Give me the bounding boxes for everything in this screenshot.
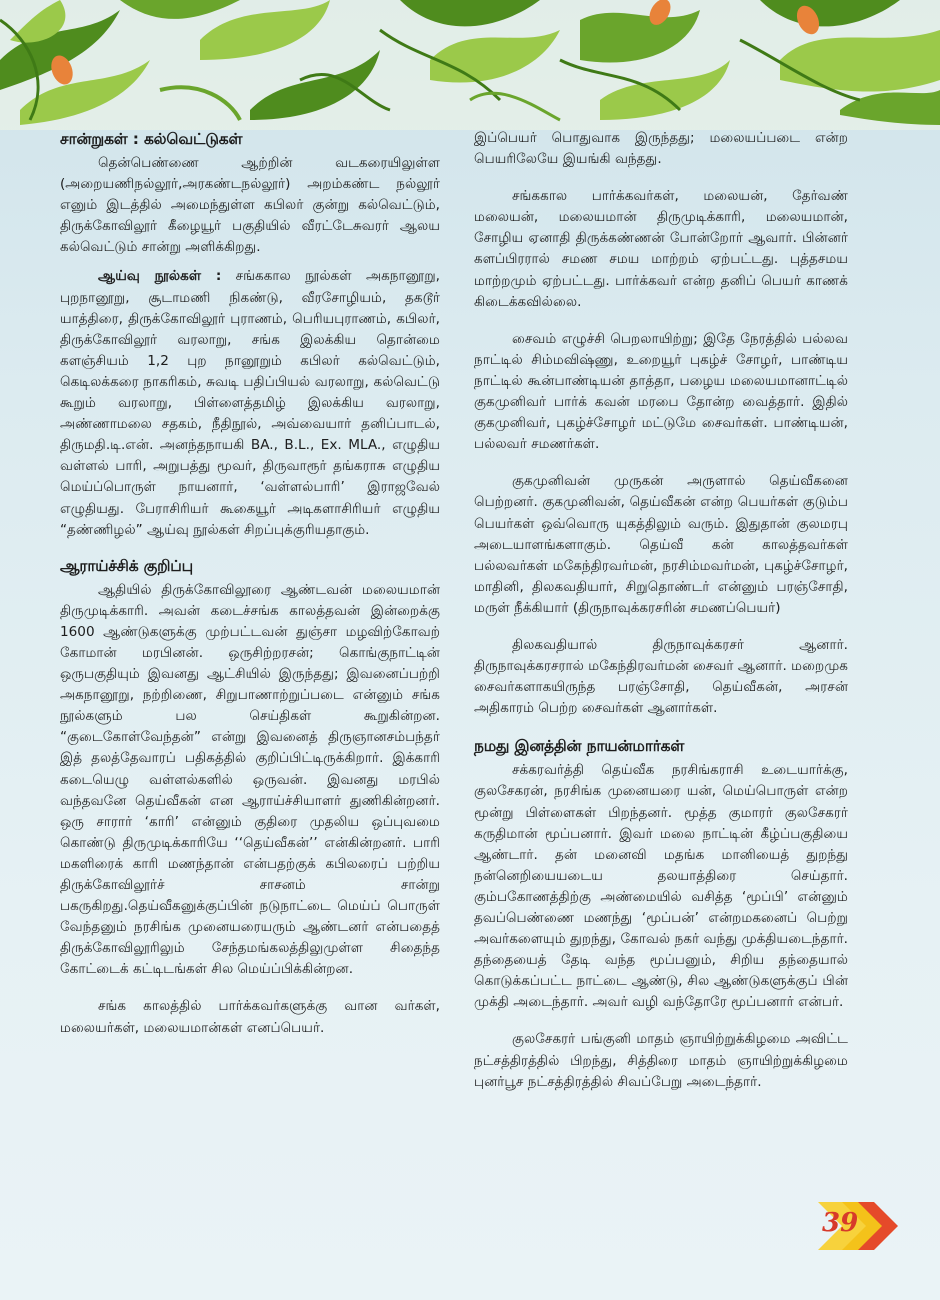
paragraph-saivism-revival: சைவம் எழுச்சி பெறலாயிற்று; இதே நேரத்தில் பல்லவ நாட்டில் சிம்மவிஷ்ணு, உறையூர் புகழ்ச் சோழர், பாண்டிய நாட்டில் கூன்பாண்டியன் தாத்தா, பழைய மலையமானாட்டில் குகமுனிவர் பார்க் கவன் மரபை தோன்ற வைத்தார். இதில் குகமுனிவர், புகழ்ச்சோழர் மட்டுமே சைவர்கள். பாண்டியன், பல்லவர் சமணர்கள். [474,330,848,453]
paragraph-sangam-kings: சங்ககால பார்க்கவர்கள், மலையன், தேர்வண் மலையன், மலையமான் திருமுடிக்காரி, மலையமான், சோழிய ஏனாதி திருக்கண்ணன் போன்றோர் ஆவார். பின்னர் களப்பிரரால் சமண சமய மாற்றம் ஏற்பட்டது. புத்தசமய மாற்றமும் ஏற்பட்டது. பார்க்கவர் என்ற தனிப் பெயர் காணக் கிடைக்கவில்லை. [474,188,848,310]
paragraph-sangam-period: சங்க காலத்தில் பார்க்கவர்களுக்கு வான வர்கள், மலையர்கள், மலையமான்கள் எனப்பெயர். [60,998,440,1036]
research-books-text: சங்ககால நூல்கள் அகநானூறு, புறநானூறு, சூடாமணி நிகண்டு, வீரசோழியம், தகடூர் யாத்திரை, திருக்கோவிலூர் புராணம், பெரியபுராணம், கபிலர், திருக்கோவிலூர் வரலாறு, சங்க இலக்கிய தொன்மை களஞ்சியம் 1,2 புற நானூறும் கபிலர் கல்வெட்டும், கெடிலக்கரை நாகரிகம், சுவடி பதிப்பியல் வரலாறு, கல்வெட்டு கூறும் வரலாறு, பிள்ளைத்தமிழ் இலக்கிய வரலாறு, அண்ணாமலை சதகம், நீதிநூல், அவ்வையார் தனிப்பாடல், திருமதி.டி.என். அனந்தநாயகி BA., B.L., Ex. MLA., எழுதிய வள்ளல் பாரி, அறுபத்து மூவர், திருவாரூர் தங்கராசு எழுதிய மெய்ப்பொருள் நாயனார், ‘வள்ளல்பாரி’ இராஜவேல் எழுதியது. பேராசிரியர் கூகையூர் அடிகளாசிரியர் எழுதிய “தண்ணிழல்” ஆய்வு நூல்கள் சிறப்புக்குரியதாகும். [60,268,441,538]
right-column [474,128,848,1101]
paragraph-research-notes: ஆதியில் திருக்கோவிலூரை ஆண்டவன் மலையமான் திருமுடிக்காரி. அவன் கடைச்சங்க காலத்தவன் இன்றைக்கு 1600 ஆண்டுகளுக்கு முற்பட்டவன் துஞ்சா மழவிற்கோவற் கோமான் மரபினன். ஒருசிற்றரசன்; கொங்குநாட்டின் ஒருபகுதியும் இவனது ஆட்சியில் இருந்தது; இவனைப்பற்றி அகநானூறு, நற்றிணை, சிறுபாணாற்றுப்படை என்னும் சங்க நூல்களும் பல செய்திகள் கூறுகின்றன. “குடைகோள்வேந்தன்” என்று இவனைத் திருஞானசம்பந்தர் இத் தலத்தேவாரப் பதிகத்தில் குறிப்பிட்டிருக்கிறார். இக்காரி கடையெழு வள்ளல்களில் ஒருவன். இவனது மரபில் வந்தவனே தெய்வீகன் என ஆராய்ச்சியாளர் துணிகின்றனர். ஒரு சாரார் ‘காரி’ என்னும் குதிரை முதலிய ஒப்புவமை கொண்டு திருமுடிக்காரியே ‘‘தெய்வீகன்’’ என்கின்றனர். பாரி மகளிரைக் காரி மணந்தான் என்பதற்குக் கபிலரைப் பற்றிய திருக்கோவிலூர்ச் சாசனம் சான்று பகருகிறது.தெய்வீகனுக்குப்பின் நடுநாட்டை மெய்ப் பொருள் வேந்தனும் நரசிங்க முனையரையரும் ஆண்டனர் என்பதைத் திருக்கோவிலூரிலும் சேந்தமங்கலத்திலுமுள்ள சிதைந்த கோட்டைக் கட்டிடங்கள் சில மெய்ப்பிக்கின்றன. [60,581,440,978]
paragraph-chakravarthi: சக்கரவர்த்தி தெய்வீக நரசிங்கராசி உடையார்க்கு, குலசேகரன், நரசிங்க முனையரை யன், மெய்பொருள் என்ற மூன்று பிள்ளைகள் பிறந்தனர். மூத்த குமாரர் குலசேகரர் கருதிமான் மூப்பனார். இவர் மலை நாட்டின் கீழ்ப்பகுதியை ஆண்டார். தன் மனைவி மதங்க மானியைத் துறந்து நன்னெறியையடைய தலயாத்திரை செய்தார். கும்பகோணத்திற்கு அண்மையில் வசித்த ‘மூப்பி’ என்னும் தவப்பெண்ணை மணந்து ‘மூப்பன்’ என்றமகனைப் பெற்று அவர்களையும் துறந்து, கோவல் நகர் வந்து முக்தியடைந்தார். தந்தையைத் தேடி வந்த மூப்பனும், சிறிய தந்தையால் கொடுக்கப்பட்ட நாட்டை ஆண்டு, சில ஆண்டுகளுக்குப் பின் முக்தி அடைந்தார். அவர் வழி வந்தோரே மூப்பனார் என்பர். [474,762,848,1011]
paragraph-guhamunivan: குகமுனிவன் முருகன் அருளால் தெய்வீகனை பெற்றனர். குகமுனிவன், தெய்வீகன் என்ற பெயர்கள் குடும்ப பெயர்கள் ஒவ்வொரு யுகத்திலும் வரும். இதுதான் குலமரபு அடையாளங்களாகும். தெய்வீ கன் காலத்தவர்கள் பல்லவர்கள் மகேந்திரவர்மன், நரசிம்மவர்மன், புகழ்ச்சோழர், மாதினி, திலகவதியார், சிறுதொண்டர் என்னும் பரஞ்சோதி, மருள் நீக்கியார் (திருநாவுக்கரசரின் சமணப்பெயர்) [474,473,848,616]
left-column [60,128,440,1047]
paragraph-thilagavathi: திலகவதியால் திருநாவுக்கரசர் ஆனார். திருநாவுக்கரசரால் மகேந்திரவர்மன் சைவர் ஆனார். மறைமுக சைவர்களாகயிருந்த பரஞ்சோதி, தெய்வீகன், அரசன் அதிகாரம் பெற்ற சைவர்கள் ஆனார்கள். [474,636,848,717]
floral-banner [0,0,940,130]
paragraph-inscriptions: தென்பெண்ணை ஆற்றின் வடகரையிலுள்ள (அறையணிநல்லூர்,அரகண்டநல்லூர்) அறம்கண்ட நல்லூர் எனும் இடத்தில் அமைந்துள்ள கபிலர் குன்று கல்வெட்டும், திருக்கோவிலூர் கீழையூர் பகுதியில் வீரட்டேசுவரர் ஆலய கல்வெட்டும் சான்று அளிக்கிறது. [60,155,440,256]
heading-inscriptions: சான்றுகள் : கல்வெட்டுகள் [60,130,243,148]
paragraph-research-books [60,266,440,540]
heading-nayanmars: நமது இனத்தின் நாயன்மார்கள் [474,737,685,756]
page-number-badge [814,1198,906,1254]
paragraph-name-continued: இப்பெயர் பொதுவாக இருந்தது; மலையப்படை என்ற பெயரிலேயே இயங்கி வந்தது. [474,130,848,168]
paragraph-kulasekarar: குலசேகரர் பங்குனி மாதம் ஞாயிற்றுக்கிழமை அவிட்ட நட்சத்திரத்தில் பிறந்து, சித்திரை மாதம் ஞாயிற்றுக்கிழமை புனர்பூச நட்சத்திரத்தில் சிவப்பேறு அடைந்தார். [474,1031,848,1090]
research-books-label: ஆய்வு நூல்கள் : [98,268,222,285]
page-number: 39 [822,1208,859,1238]
heading-research-notes: ஆராய்ச்சிக் குறிப்பு [60,556,193,575]
